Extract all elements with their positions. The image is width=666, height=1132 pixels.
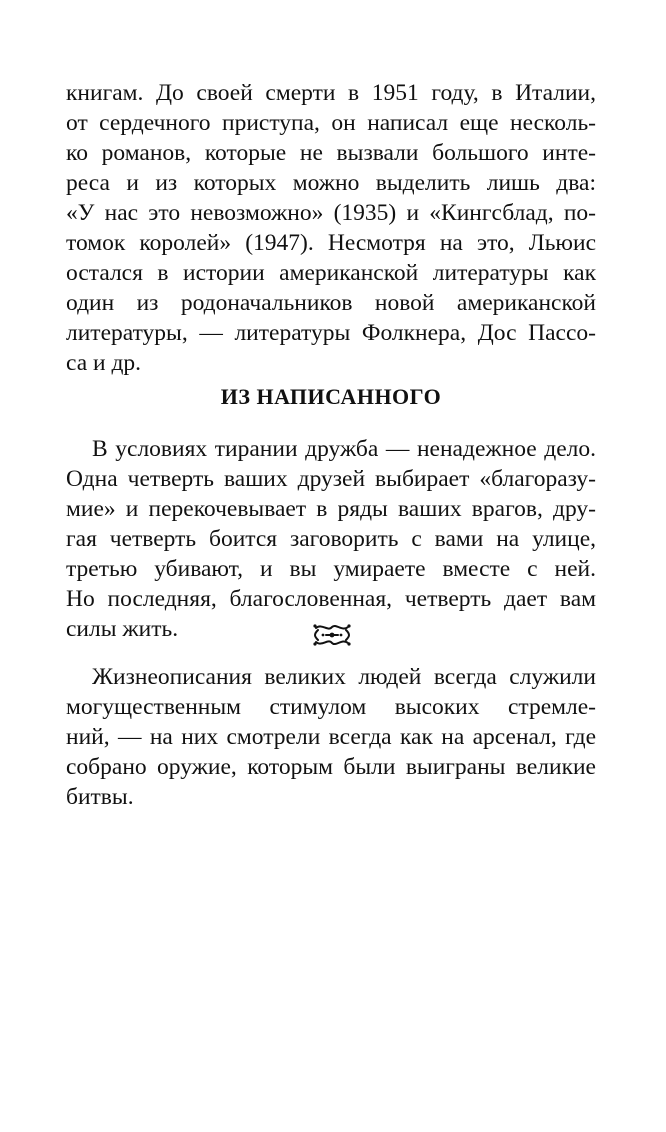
text-line: Одна четверть ваших друзей выбирает «благоразу- — [66, 466, 596, 492]
text-line: третью убивают, и вы умираете вместе с ней. — [66, 556, 596, 582]
text-line: один из родоначальников новой американской — [66, 290, 596, 316]
text-line: мие» и перекочевывает в ряды ваших врагов, дру- — [66, 496, 596, 522]
text-line: ко романов, которые не вызвали большого инте- — [66, 140, 596, 166]
fleuron-ornament-icon — [312, 622, 352, 648]
text-line: реса и из которых можно выделить лишь два: — [66, 170, 596, 196]
text-line: могущественным стимулом высоких стремле- — [66, 694, 596, 720]
text-line: битвы. — [66, 784, 134, 810]
text-line: остался в истории американской литературы как — [66, 260, 596, 286]
text-line: томок королей» (1947). Несмотря на это, Льюис — [66, 230, 596, 256]
section-heading: ИЗ НАПИСАННОГО — [220, 384, 442, 409]
paragraph-biographies-quote — [66, 662, 596, 812]
text-line: литературы, — литературы Фолкнера, Дос Пассо- — [66, 320, 596, 346]
text-line: «У нас это невозможно» (1935) и «Кингсблад, по- — [66, 200, 596, 226]
text-line: са и др. — [66, 350, 142, 376]
text-line: гая четверть боится заговорить с вами на улице, — [66, 526, 596, 552]
text-line: книгам. До своей смерти в 1951 году, в Италии, — [66, 80, 596, 106]
text-line: Жизнеописания великих людей всегда служили — [92, 664, 596, 690]
paragraph-biography — [66, 78, 596, 378]
text-line: ний, — на них смотрели всегда как на арсенал, где — [66, 724, 596, 750]
text-line: от сердечного приступа, он написал еще несколь- — [66, 110, 596, 136]
text-line: силы жить. — [66, 616, 179, 642]
text-line: собрано оружие, которым были выиграны великие — [66, 754, 596, 780]
text-line: Но последняя, благословенная, четверть дает вам — [66, 586, 596, 612]
text-line: В условиях тирании дружба — ненадежное дело. — [92, 436, 596, 462]
paragraph-tyranny-quote — [66, 434, 596, 644]
